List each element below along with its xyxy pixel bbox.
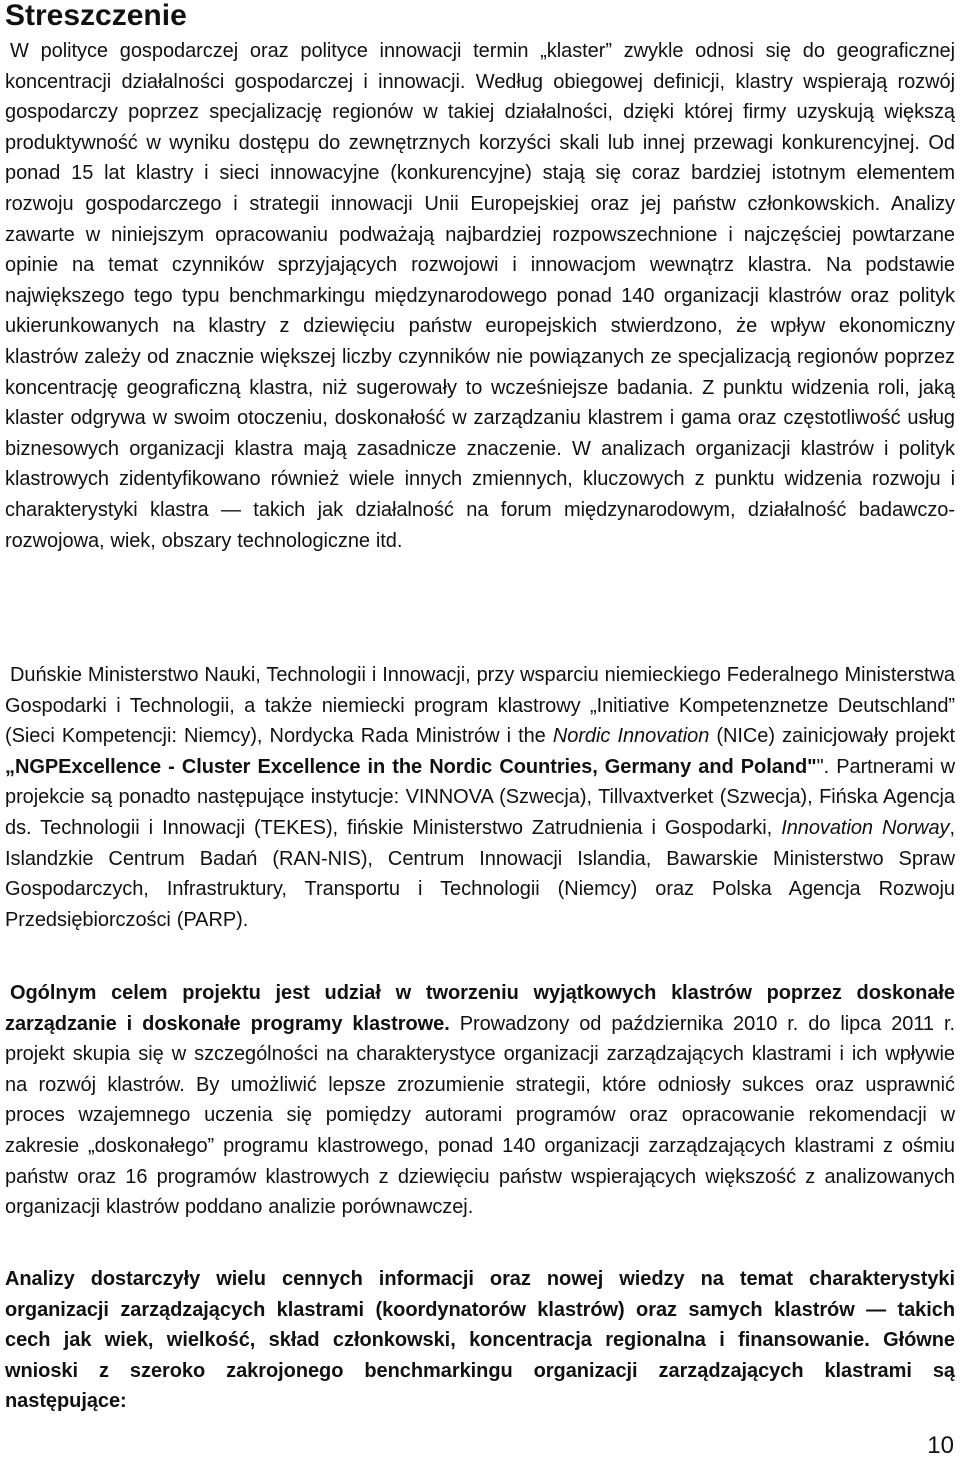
paragraph-summary-intro (5, 36, 955, 556)
partners-text: ". Partnerami w projekcie są ponadto następujące instytucje: VINNOVA (Szwecja), Tillvaxtverket (Szwecja), Fińska Agencja ds. Technologii i Innowacji (TEKES), fińskie Ministerstwo Zatrudnienia i Gospodarki, (5, 755, 956, 839)
paragraph-project-goal (5, 978, 955, 1223)
sentence-benchmarking-findings: Na podstawie największego tego typu benchmarkingu międzynarodowego ponad 140 organizacji klastrów oraz polityk ukierunkowanych na klastry z dziewięciu państw europejskich stwierdzono, że wpływ ekonomiczny klastrów zależy od znacznie większej liczby czynników nie powiązanych ze specjalizacją regionów poprzez koncentrację geograficzną klastra, niż sugerowały to wcześniejsze badania. (5, 254, 955, 399)
project-name: „NGPExcellence - Cluster Excellence in the Nordic Countries, Germany and Poland" (5, 755, 817, 778)
nordic-innovation-name: Nordic Innovation (552, 725, 710, 748)
paragraph-analysis-results (5, 1264, 955, 1417)
project-goal-details: Prowadzony od października 2010 r. do lipca 2011 r. projekt skupia się w szczególności na charakterystyce organizacji zarządzających klastrami i ich wpływie na rozwój klastrów. By umożliwić lepsze zrozumienie strategii, które odniosły sukces oraz usprawnić proces wzajemnego uczenia się pomiędzy autorami programów oraz opracowanie rekomendacji w zakresie „doskonałego” programu klastrowego, ponad 140 organizacji zarządzających klastrami z ośmiu państw oraz 16 programów klastrowych z dziewięciu państw wspierających większość z analizowanych organizacji klastrów poddano analizie porównawczej. (5, 1012, 955, 1219)
sentence-cluster-role: Z punktu widzenia roli, jaką klaster odgrywa w swoim otoczeniu, doskonałość w zarządzaniu klastrem i gama oraz częstotliwość usług biznesowych organizacji klastra mają zasadnicze znaczenie. (5, 376, 955, 460)
page-number: 10 (927, 1432, 954, 1459)
partners-text-2: , Islandzkie Centrum Badań (RAN-NIS), Centrum Innowacji Islandia, Bawarskie Ministerstwo Spraw Gospodarczych, Infrastruktury, Transportu i Technologii (Niemcy) oraz Polska Agencja Rozwoju Przedsiębiorczości (PARP). (5, 816, 955, 931)
paragraph-project-initiators (5, 660, 955, 935)
sentence-cluster-importance: Od ponad 15 lat klastry i sieci innowacyjne (konkurencyjne) stają się coraz bardziej istotnym elementem rozwoju gospodarczego i strategii innowacji Unii Europejskiej oraz jej państw członkowskich. (5, 131, 955, 215)
project-goal-statement: Ogólnym celem projektu jest udział w tworzeniu wyjątkowych klastrów poprzez doskonałe zarządzanie i doskonałe programy klastrowe. (5, 982, 955, 1035)
innovation-norway-name: Innovation Norway (781, 816, 950, 839)
initiators-text: Duńskie Ministerstwo Nauki, Technologii i Innowacji, przy wsparciu niemieckiego Federalnego Ministerstwa Gospodarki i Technologii, a także niemiecki program klastrowy „Initiative Kompetenznetze Deutschland” (Sieci Kompetencji: Niemcy), Nordycka Rada Ministrów i the (5, 664, 955, 748)
sentence-other-variables: W analizach organizacji klastrów i polityk klastrowych zidentyfikowano również wiele innych zmiennych, kluczowych z punktu widzenia rozwoju i charakterystyki klastra — takich jak działalność na forum międzynarodowym, działalność badawczo-rozwojowa, wiek, obszary technologiczne itd. (5, 437, 955, 552)
analysis-results-text: Analizy dostarczyły wielu cennych informacji oraz nowej wiedzy na temat charakterystyki organizacji zarządzających klastrami (koordynatorów klastrów) oraz samych klastrów — takich cech jak wiek, wielkość, skład członkowski, koncentracja regionalna i finansowanie. Główne wnioski z szeroko zakrojonego benchmarkingu organizacji zarządzających klastrami są następujące: (5, 1268, 955, 1413)
sentence-cluster-definition: W polityce gospodarczej oraz polityce innowacji termin „klaster” zwykle odnosi się do geograficznej koncentracji działalności gospodarczej i innowacji. Według obiegowej definicji, klastry wspierają rozwój gospodarczy poprzez specjalizację regionów w takiej działalności, dzięki której firmy uzyskują większą produktywność w wyniku dostępu do zewnętrznych korzyści skali lub innej przewagi konkurencyjnej. (5, 40, 955, 154)
initiators-text-2: (NICe) zainicjowały projekt (709, 725, 955, 748)
sentence-analysis-scope: Analizy zawarte w niniejszym opracowaniu podważają najbardziej rozpowszechnione i najczęściej powtarzane opinie na temat czynników sprzyjających rozwojowi i innowacjom wewnątrz klastra. (5, 192, 955, 277)
page-heading: Streszczenie (5, 0, 187, 32)
